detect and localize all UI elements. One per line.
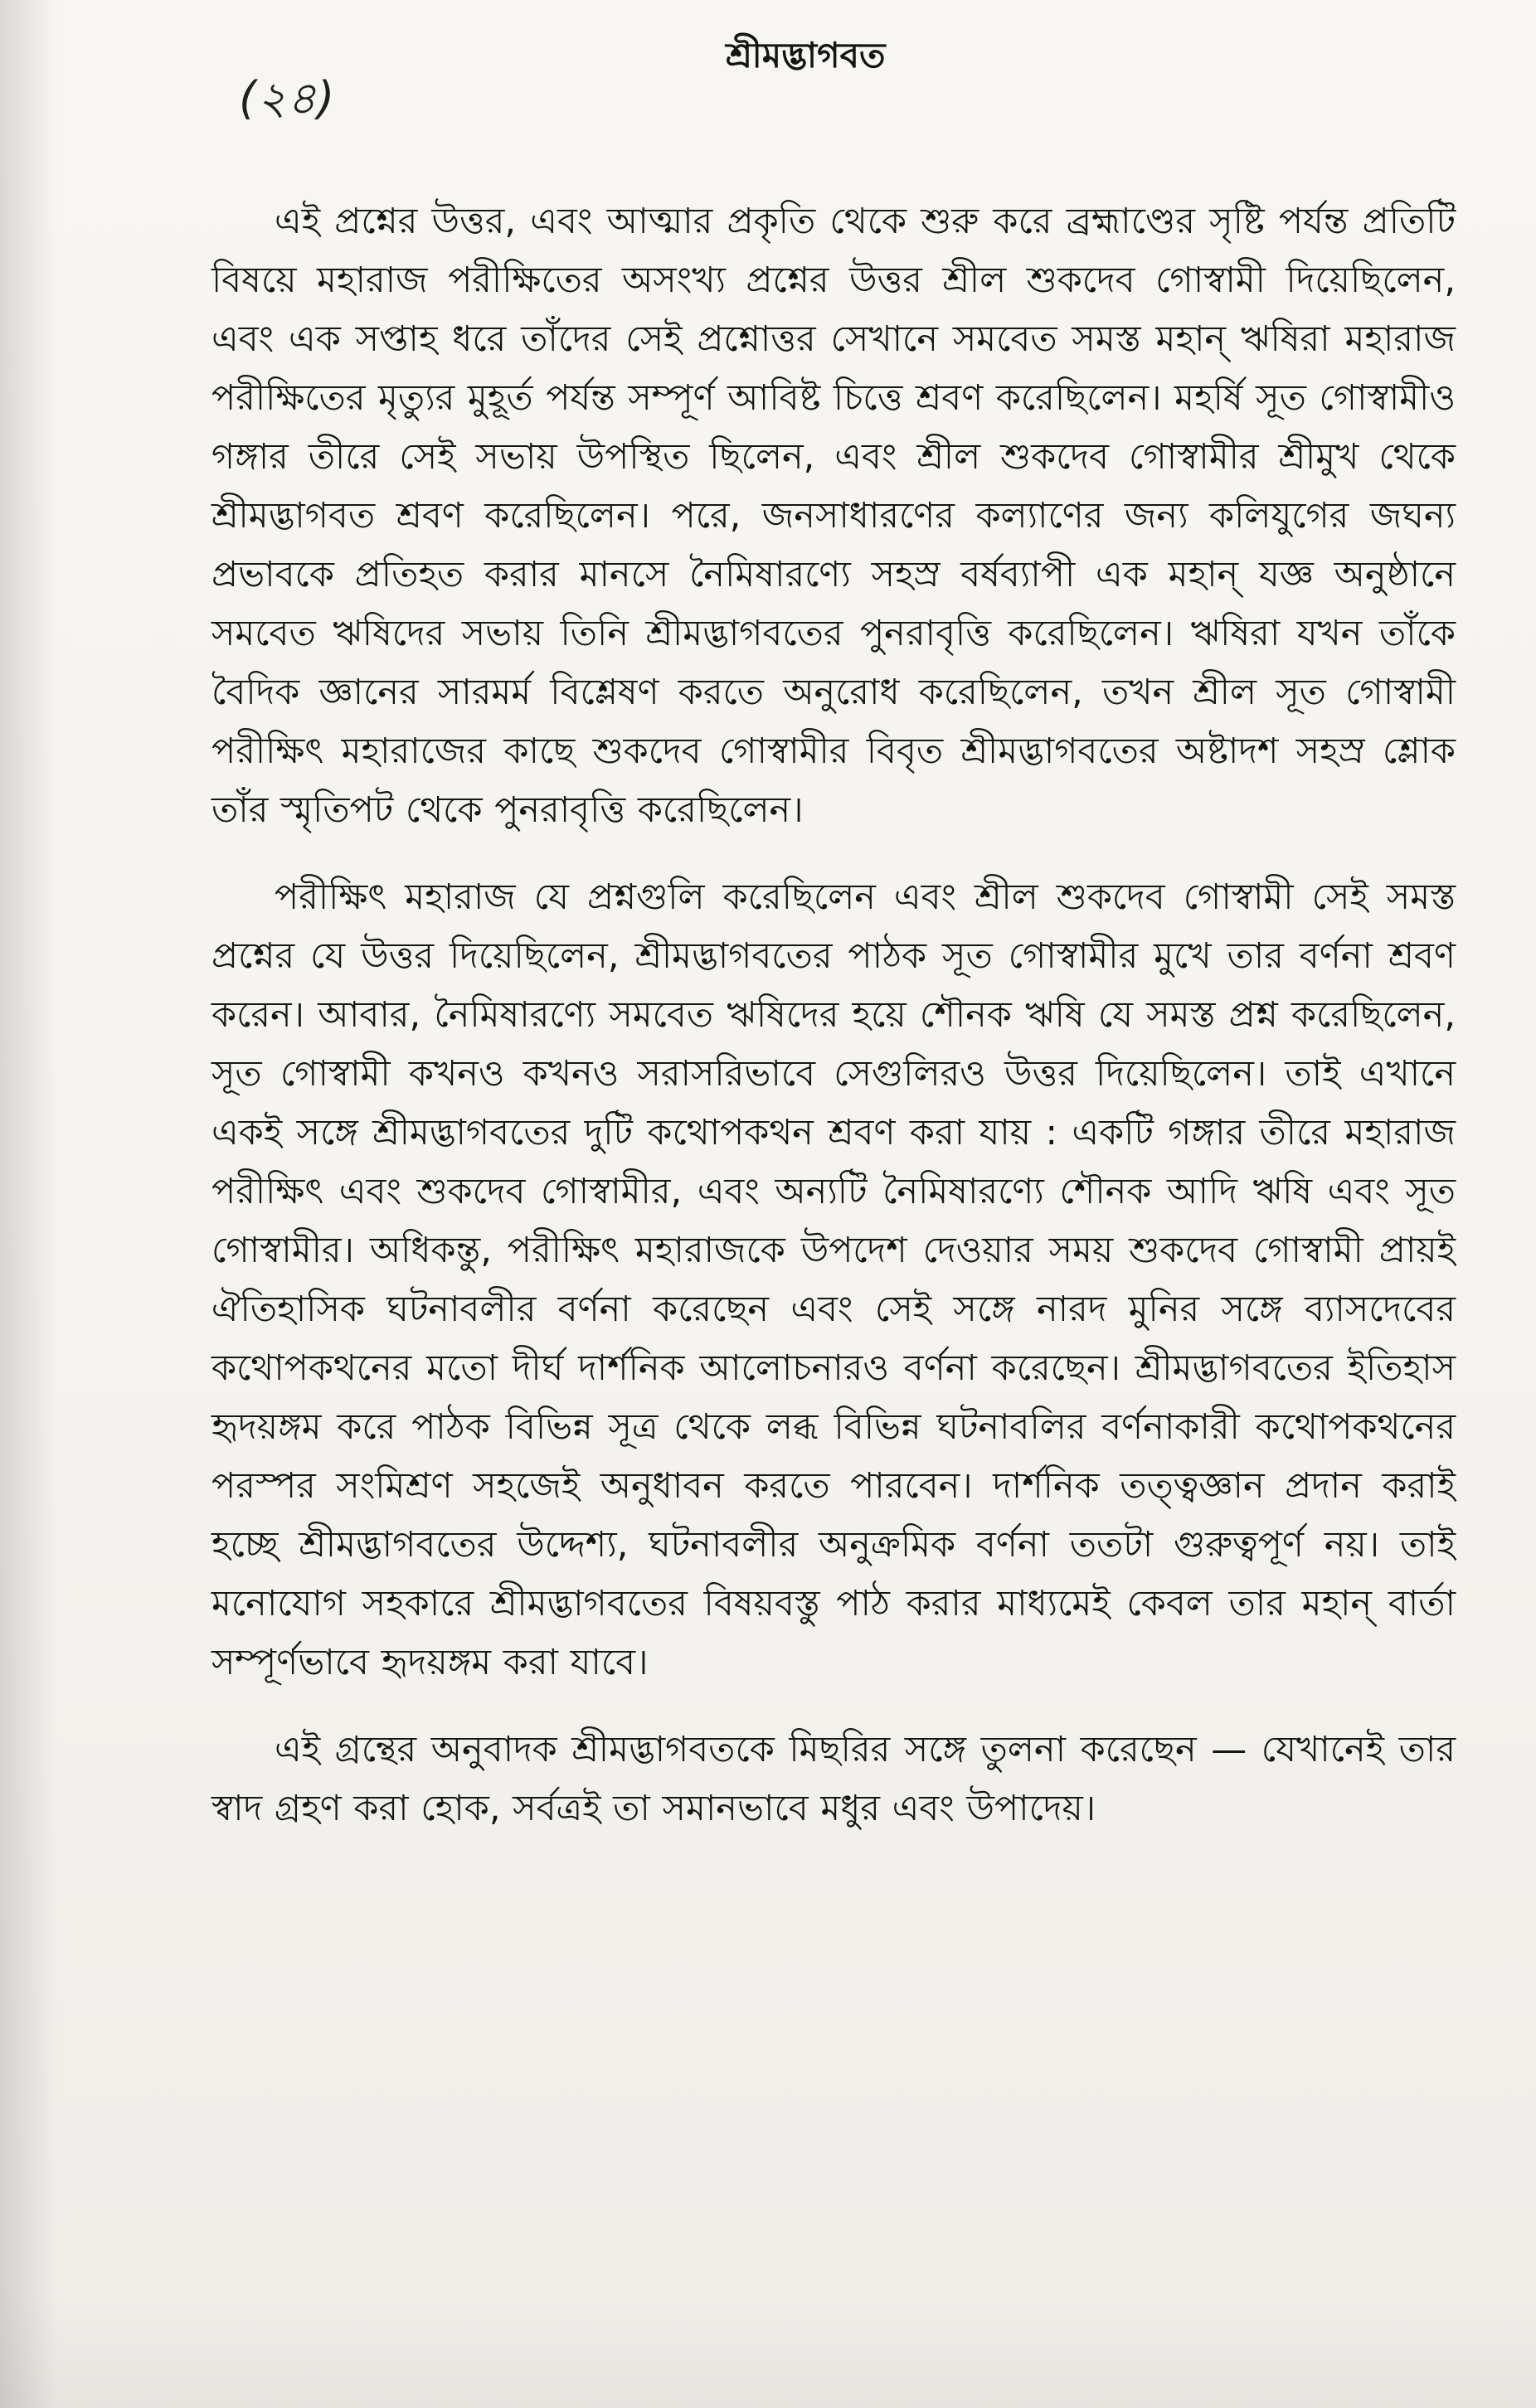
running-header: শ্রীমদ্ভাগবত (726, 35, 886, 75)
page-left-shadow (0, 0, 58, 2408)
paragraph-1: এই প্রশ্নের উত্তর, এবং আত্মার প্রকৃতি থেকে শুরু করে ব্রহ্মাণ্ডের সৃষ্টি পর্যন্ত প্রতিটি বিষয়ে মহারাজ পরীক্ষিতের অসংখ্য প্রশ্নের উত্তর শ্রীল শুকদেব গোস্বামী দিয়েছিলেন, এবং এক সপ্তাহ ধরে তাঁদের সেই প্রশ্নোত্তর সেখানে সমবেত সমস্ত মহান্ ঋষিরা মহারাজ পরীক্ষিতের মৃত্যুর মুহূর্ত পর্যন্ত সম্পূর্ণ আবিষ্ট চিত্তে শ্রবণ করেছিলেন। মহর্ষি সূত গোস্বামীও গঙ্গার তীরে সেই সভায় উপস্থিত ছিলেন, এবং শ্রীল শুকদেব গোস্বামীর শ্রীমুখ থেকে শ্রীমদ্ভাগবত শ্রবণ করেছিলেন। পরে, জনসাধারণের কল্যাণের জন্য কলিযুগের জঘন্য প্রভাবকে প্রতিহত করার মানসে নৈমিষারণ্যে সহস্র বর্ষব্যাপী এক মহান্ যজ্ঞ অনুষ্ঠানে সমবেত ঋষিদের সভায় তিনি শ্রীমদ্ভাগবতের পুনরাবৃত্তি করেছিলেন। ঋষিরা যখন তাঁকে বৈদিক জ্ঞানের সারমর্ম বিশ্লেষণ করতে অনুরোধ করেছিলেন, তখন শ্রীল সূত গোস্বামী পরীক্ষিৎ মহারাজের কাছে শুকদেব গোস্বামীর বিবৃত শ্রীমদ্ভাগবতের অষ্টাদশ সহস্র শ্লোক তাঁর স্মৃতিপট থেকে পুনরাবৃত্তি করেছিলেন। (211, 201, 1456, 831)
body-text (211, 192, 1456, 1838)
page-number: (২৪) (239, 72, 336, 124)
paragraph-2: পরীক্ষিৎ মহারাজ যে প্রশ্নগুলি করেছিলেন এবং শ্রীল শুকদেব গোস্বামী সেই সমস্ত প্রশ্নের যে উত্তর দিয়েছিলেন, শ্রীমদ্ভাগবতের পাঠক সূত গোস্বামীর মুখে তার বর্ণনা শ্রবণ করেন। আবার, নৈমিষারণ্যে সমবেত ঋষিদের হয়ে শৌনক ঋষি যে সমস্ত প্রশ্ন করেছিলেন, সূত গোস্বামী কখনও কখনও সরাসরিভাবে সেগুলিরও উত্তর দিয়েছিলেন। তাই এখানে একই সঙ্গে শ্রীমদ্ভাগবতের দুটি কথোপকথন শ্রবণ করা যায় : একটি গঙ্গার তীরে মহারাজ পরীক্ষিৎ এবং শুকদেব গোস্বামীর, এবং অন্যটি নৈমিষারণ্যে শৌনক আদি ঋষি এবং সূত গোস্বামীর। অধিকন্তু, পরীক্ষিৎ মহারাজকে উপদেশ দেওয়ার সময় শুকদেব গোস্বামী প্রায়ই ঐতিহাসিক ঘটনাবলীর বর্ণনা করেছেন এবং সেই সঙ্গে নারদ মুনির সঙ্গে ব্যাসদেবের কথোপকথনের মতো দীর্ঘ দার্শনিক আলোচনারও বর্ণনা করেছেন। শ্রীমদ্ভাগবতের ইতিহাস হৃদয়ঙ্গম করে পাঠক বিভিন্ন সূত্র থেকে লব্ধ বিভিন্ন ঘটনাবলির বর্ণনাকারী কথোপকথনের পরস্পর সংমিশ্রণ সহজেই অনুধাবন করতে পারবেন। দার্শনিক তত্ত্বজ্ঞান প্রদান করাই হচ্ছে শ্রীমদ্ভাগবতের উদ্দেশ্য, ঘটনাবলীর অনুক্রমিক বর্ণনা ততটা গুরুত্বপূর্ণ নয়। তাই মনোযোগ সহকারে শ্রীমদ্ভাগবতের বিষয়বস্তু পাঠ করার মাধ্যমেই কেবল তার মহান্ বার্তা সম্পূর্ণভাবে হৃদয়ঙ্গম করা যাবে। (211, 876, 1456, 1683)
paragraph-3: এই গ্রন্থের অনুবাদক শ্রীমদ্ভাগবতকে মিছরির সঙ্গে তুলনা করেছেন — যেখানেই তার স্বাদ গ্রহণ করা হোক, সর্বত্রই তা সমানভাবে মধুর এবং উপাদেয়। (211, 1729, 1456, 1829)
page-bottom-shadow (0, 2292, 1536, 2408)
